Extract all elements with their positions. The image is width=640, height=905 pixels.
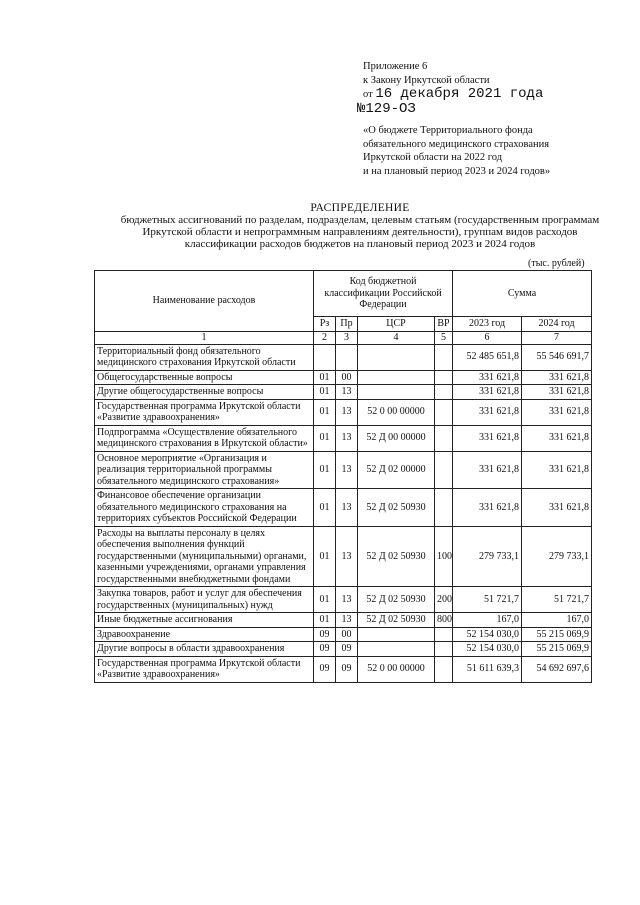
- row-vr: [435, 627, 453, 642]
- header-code-group: Код бюджетной классификации Российской Федерации: [314, 271, 453, 317]
- row-csr: 52 Д 02 50930: [358, 526, 435, 587]
- row-rz: 01: [314, 613, 336, 628]
- date-prefix: от: [363, 89, 373, 100]
- header-vr: ВР: [435, 317, 453, 332]
- row-pr: 00: [336, 627, 358, 642]
- row-rz: 09: [314, 627, 336, 642]
- row-csr: [358, 370, 435, 385]
- row-name: Расходы на выплаты персоналу в целях обеспечения выполнения функций государственными (муниципальными) органами, казенными учреждениями, органами управления государственными внебюджетными фондами: [95, 526, 314, 587]
- row-sum-2023: 167,0: [453, 613, 522, 628]
- row-rz: 01: [314, 526, 336, 587]
- table-row: [95, 627, 592, 642]
- header-2024: 2024 год: [522, 317, 592, 332]
- row-csr: 52 Д 00 00000: [358, 425, 435, 451]
- row-sum-2023: 52 154 030,0: [453, 627, 522, 642]
- row-rz: 01: [314, 399, 336, 425]
- number-prefix: №: [357, 101, 366, 117]
- row-sum-2023: 331 621,8: [453, 451, 522, 489]
- header-csr: ЦСР: [358, 317, 435, 332]
- law-title-line-4: и на плановый период 2023 и 2024 годов»: [363, 165, 551, 177]
- row-name: Другие вопросы в области здравоохранения: [95, 642, 314, 657]
- row-vr: [435, 489, 453, 527]
- row-sum-2023: 331 621,8: [453, 385, 522, 400]
- row-vr: [435, 642, 453, 657]
- row-sum-2023: 52 154 030,0: [453, 642, 522, 657]
- row-sum-2024: 331 621,8: [522, 385, 592, 400]
- row-rz: 01: [314, 489, 336, 527]
- units-label: (тыс. рублей): [528, 258, 585, 269]
- column-number: 5: [435, 331, 453, 344]
- row-vr: [435, 451, 453, 489]
- row-rz: 01: [314, 451, 336, 489]
- law-title-line-1: «О бюджете Территориального фонда: [363, 125, 533, 136]
- row-sum-2023: 331 621,8: [453, 399, 522, 425]
- law-title-line-3: Иркутской области на 2022 год: [363, 152, 503, 163]
- row-csr: [358, 344, 435, 370]
- row-vr: 800: [435, 613, 453, 628]
- column-number: 7: [522, 331, 592, 344]
- row-vr: 100: [435, 526, 453, 587]
- row-pr: 13: [336, 425, 358, 451]
- row-sum-2023: 331 621,8: [453, 489, 522, 527]
- row-csr: [358, 627, 435, 642]
- row-name: Государственная программа Иркутской области «Развитие здравоохранения»: [95, 399, 314, 425]
- table-row: [95, 489, 592, 527]
- header-sum-group: Сумма: [453, 271, 592, 317]
- table-row: [95, 656, 592, 682]
- table-row: [95, 344, 592, 370]
- row-sum-2024: 55 546 691,7: [522, 344, 592, 370]
- row-csr: 52 0 00 00000: [358, 399, 435, 425]
- row-sum-2024: 54 692 697,6: [522, 656, 592, 682]
- row-sum-2023: 51 721,7: [453, 587, 522, 613]
- subtitle-line-2: Иркутской области и непрограммным направлениям деятельности), группам видов расходов: [142, 226, 578, 238]
- appendix-number-line: [357, 102, 603, 117]
- law-date: 16 декабря 2021 года: [375, 86, 544, 102]
- row-sum-2024: 331 621,8: [522, 489, 592, 527]
- row-rz: [314, 344, 336, 370]
- table-row: [95, 613, 592, 628]
- appendix-block: [357, 60, 603, 178]
- row-sum-2023: 52 485 651,8: [453, 344, 522, 370]
- table-row: [95, 385, 592, 400]
- row-sum-2024: 167,0: [522, 613, 592, 628]
- row-csr: 52 0 00 00000: [358, 656, 435, 682]
- row-csr: [358, 642, 435, 657]
- row-pr: 09: [336, 642, 358, 657]
- row-csr: 52 Д 02 00000: [358, 451, 435, 489]
- row-pr: 13: [336, 451, 358, 489]
- row-name: Закупка товаров, работ и услуг для обеспечения государственных (муниципальных) нужд: [95, 587, 314, 613]
- row-name: Территориальный фонд обязательного медицинского страхования Иркутской области: [95, 344, 314, 370]
- row-pr: 13: [336, 526, 358, 587]
- column-number: 2: [314, 331, 336, 344]
- row-sum-2023: 51 611 639,3: [453, 656, 522, 682]
- row-rz: 01: [314, 370, 336, 385]
- budget-table: [94, 270, 592, 683]
- row-pr: 09: [336, 656, 358, 682]
- row-sum-2024: 331 621,8: [522, 399, 592, 425]
- document-title: [80, 202, 640, 250]
- table-row: [95, 370, 592, 385]
- column-number: 1: [95, 331, 314, 344]
- row-vr: [435, 399, 453, 425]
- row-rz: 01: [314, 587, 336, 613]
- header-2023: 2023 год: [453, 317, 522, 332]
- row-csr: 52 Д 02 50930: [358, 613, 435, 628]
- row-name: Подпрограмма «Осуществление обязательного медицинского страхования в Иркутской области»: [95, 425, 314, 451]
- row-vr: [435, 385, 453, 400]
- law-number: 129-ОЗ: [365, 101, 416, 117]
- row-rz: 09: [314, 656, 336, 682]
- row-name: Государственная программа Иркутской области «Развитие здравоохранения»: [95, 656, 314, 682]
- table-row: [95, 399, 592, 425]
- row-name: Другие общегосударственные вопросы: [95, 385, 314, 400]
- column-number: 6: [453, 331, 522, 344]
- row-name: Здравоохранение: [95, 627, 314, 642]
- row-vr: 200: [435, 587, 453, 613]
- row-vr: [435, 656, 453, 682]
- row-sum-2023: 279 733,1: [453, 526, 522, 587]
- appendix-date-line: [363, 87, 603, 102]
- row-sum-2024: 331 621,8: [522, 451, 592, 489]
- row-sum-2023: 331 621,8: [453, 425, 522, 451]
- row-pr: 13: [336, 489, 358, 527]
- table-row: [95, 425, 592, 451]
- row-csr: 52 Д 02 50930: [358, 489, 435, 527]
- subtitle-line-1: бюджетных ассигнований по разделам, подразделам, целевым статьям (государственным программам: [120, 214, 600, 226]
- column-number: 3: [336, 331, 358, 344]
- row-vr: [435, 370, 453, 385]
- header-rz: Рз: [314, 317, 336, 332]
- table-row: [95, 642, 592, 657]
- row-pr: 13: [336, 613, 358, 628]
- row-vr: [435, 425, 453, 451]
- row-rz: 01: [314, 425, 336, 451]
- column-number: 4: [358, 331, 435, 344]
- table-row: [95, 587, 592, 613]
- row-name: Основное мероприятие «Организация и реализация территориальной программы обязательного медицинского страхования»: [95, 451, 314, 489]
- row-name: Общегосударственные вопросы: [95, 370, 314, 385]
- row-csr: 52 Д 02 50930: [358, 587, 435, 613]
- row-vr: [435, 344, 453, 370]
- row-sum-2024: 331 621,8: [522, 425, 592, 451]
- subtitle-line-3: классификации расходов бюджетов на плановый период 2023 и 2024 годов: [184, 238, 536, 250]
- row-sum-2024: 55 215 069,9: [522, 642, 592, 657]
- row-pr: 13: [336, 385, 358, 400]
- row-csr: [358, 385, 435, 400]
- law-title-line-2: обязательного медицинского страхования: [363, 138, 550, 150]
- row-sum-2024: 331 621,8: [522, 370, 592, 385]
- row-pr: 13: [336, 399, 358, 425]
- row-rz: 09: [314, 642, 336, 657]
- document-heading: РАСПРЕДЕЛЕНИЕ: [310, 202, 410, 214]
- row-sum-2023: 331 621,8: [453, 370, 522, 385]
- appendix-line-2: к Закону Иркутской области: [363, 74, 490, 86]
- table-row: [95, 451, 592, 489]
- row-rz: 01: [314, 385, 336, 400]
- row-pr: [336, 344, 358, 370]
- appendix-line-1: Приложение 6: [363, 61, 428, 72]
- row-name: Финансовое обеспечение организации обязательного медицинского страхования на территориях субъектов Российской Федерации: [95, 489, 314, 527]
- row-name: Иные бюджетные ассигнования: [95, 613, 314, 628]
- row-pr: 13: [336, 587, 358, 613]
- row-sum-2024: 55 215 069,9: [522, 627, 592, 642]
- table-row: [95, 526, 592, 587]
- header-pr: Пр: [336, 317, 358, 332]
- row-sum-2024: 51 721,7: [522, 587, 592, 613]
- row-pr: 00: [336, 370, 358, 385]
- row-sum-2024: 279 733,1: [522, 526, 592, 587]
- header-name: Наименование расходов: [95, 271, 314, 332]
